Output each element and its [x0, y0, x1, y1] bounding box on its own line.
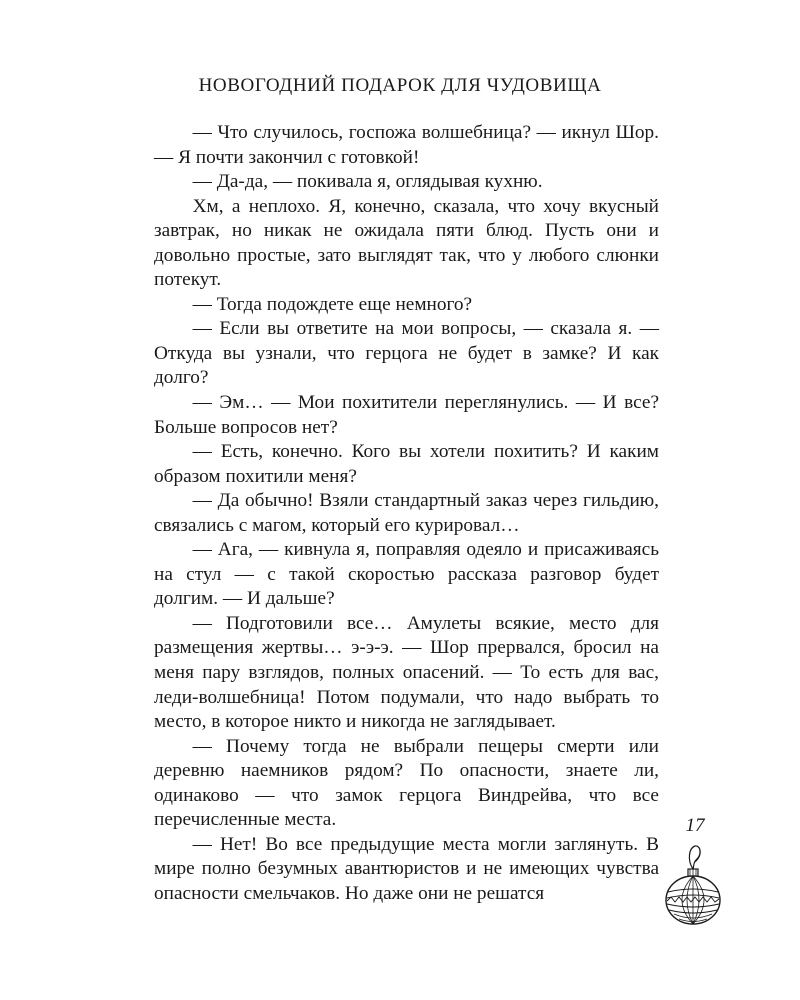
- running-head: НОВОГОДНИЙ ПОДАРОК ДЛЯ ЧУДОВИЩА: [198, 75, 602, 96]
- body-text: [154, 121, 659, 907]
- christmas-bauble-icon: [662, 842, 724, 928]
- page-number: 17: [685, 815, 705, 836]
- paragraph: — Да-да, — покивала я, оглядывая кухню.: [192, 171, 543, 193]
- paragraph: — Есть, конечно. Кого вы хотели похитить? И каким образом похитили меня?: [154, 441, 659, 487]
- paragraph: Хм, а неплохо. Я, конечно, сказала, что хочу вкусный завтрак, но никак не ожидала пяти блюд. Пусть они и довольно простые, зато выглядят так, что у любого слюнки потекут.: [154, 195, 659, 291]
- paragraph: — Эм… — Мои похитители переглянулись. — И все? Больше вопросов нет?: [154, 392, 659, 438]
- paragraph: — Что случилось, госпожа волшебница? — икнул Шор. — Я почти закончил с готовкой!: [154, 122, 659, 168]
- paragraph: — Тогда подождете еще немного?: [192, 293, 473, 315]
- paragraph: — Ага, — кивнула я, поправляя одеяло и присаживаясь на стул — с такой скоростью рассказа разговор будет долгим. — И дальше?: [154, 539, 659, 610]
- paragraph: — Да обычно! Взяли стандартный заказ через гильдию, связались с магом, который его курировал…: [154, 490, 659, 536]
- paragraph: — Нет! Во все предыдущие места могли заглянуть. В мире полно безумных авантюристов и не имеющих чувства опасности смельчаков. Но даже они не решатся: [154, 833, 659, 904]
- paragraph: — Почему тогда не выбрали пещеры смерти или деревню наемников рядом? По опасности, знаете ли, одинаково — что замок герцога Виндрейва, что все перечисленные места.: [154, 735, 659, 831]
- paragraph: — Подготовили все… Амулеты всякие, место для размещения жертвы… э-э-э. — Шор прервался, бросил на меня пару взглядов, полных опасений. — То есть для вас, леди-волшебница! Потом подумали, что надо выбрать то место, в которое никто и никогда не заглядывает.: [154, 612, 659, 733]
- paragraph: — Если вы ответите на мои вопросы, — сказала я. — Откуда вы узнали, что герцога не будет в замке? И как долго?: [154, 318, 659, 389]
